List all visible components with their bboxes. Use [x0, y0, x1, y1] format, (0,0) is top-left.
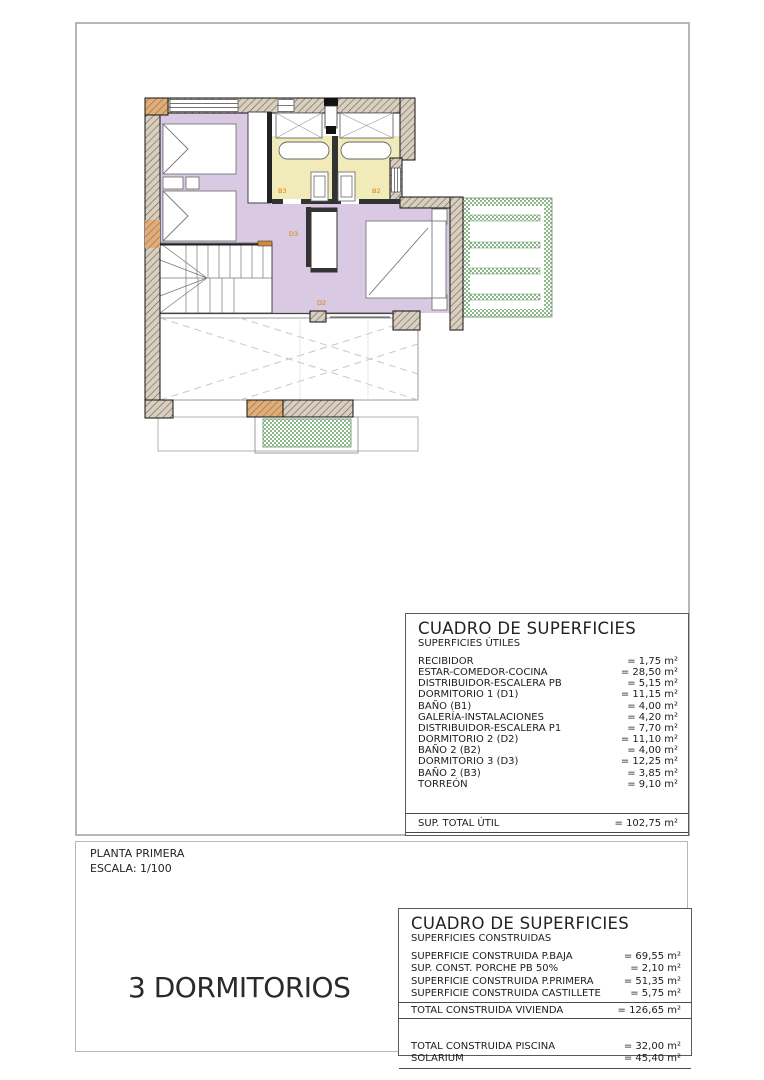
area-value: = 7,70 m²: [627, 722, 678, 734]
area-value: = 9,10 m²: [627, 778, 678, 790]
table-row: [406, 667, 688, 678]
area-value: = 5,75 m²: [630, 987, 681, 999]
table-rows: [406, 656, 688, 790]
table-row: [399, 1041, 691, 1053]
area-label: SOLARIUM: [411, 1053, 464, 1065]
table-row: [399, 988, 691, 1000]
area-value: = 1,75 m²: [627, 656, 678, 667]
area-value: = 4,00 m²: [627, 700, 678, 712]
area-label: SUPERFICIE CONSTRUIDA CASTILLETE: [411, 987, 601, 999]
porch-canopy: [263, 419, 351, 447]
floor-plan: [140, 85, 560, 465]
area-value: = 69,55 m²: [623, 951, 681, 962]
table-row: [406, 756, 688, 767]
bed-double: [366, 221, 446, 298]
table-superficies-construidas: [398, 908, 692, 1065]
total-value: = 126,65 m²: [617, 1005, 681, 1017]
table-row: [399, 1053, 691, 1065]
label-d3: D3: [289, 230, 299, 238]
table-row: [399, 951, 691, 963]
bath3-door: [283, 199, 301, 204]
area-label: DISTRIBUIDOR-ESCALERA PB: [418, 678, 562, 690]
plan-caption: [90, 846, 184, 876]
chimney-cap: [324, 98, 338, 106]
area-value: = 11,15 m²: [620, 689, 678, 701]
area-label: DORMITORIO 2 (D2): [418, 734, 519, 746]
table-row: [399, 963, 691, 975]
table-rows: [399, 951, 691, 1000]
table-row: [399, 976, 691, 988]
area-value: = 2,10 m²: [630, 963, 681, 975]
area-value: = 4,00 m²: [627, 745, 678, 757]
area-value: = 45,40 m²: [623, 1053, 681, 1065]
bathtub-b2: [341, 142, 391, 159]
table-superficies-utiles: [405, 613, 689, 836]
table-title: CUADRO DE SUPERFICIES: [411, 914, 629, 933]
area-label: RECIBIDOR: [418, 656, 474, 667]
bathroom-divider-wall: [332, 136, 338, 203]
label-d2: D2: [317, 299, 327, 307]
extra-rows: [399, 1041, 691, 1069]
area-label: TORREÓN: [418, 778, 468, 790]
area-label: ESTAR-COMEDOR-COCINA: [418, 667, 548, 679]
table-subtitle: SUPERFICIES CONSTRUIDAS: [411, 933, 552, 944]
table-row: [406, 678, 688, 689]
table-title: CUADRO DE SUPERFICIES: [418, 619, 636, 638]
area-label: BAÑO 2 (B2): [418, 745, 481, 757]
area-value: = 32,00 m²: [623, 1041, 681, 1053]
lower-outline: [158, 417, 418, 453]
area-label: DORMITORIO 1 (D1): [418, 689, 519, 701]
table-subtitle: SUPERFICIES ÚTILES: [418, 638, 521, 649]
area-label: GALERÍA-INSTALACIONES: [418, 711, 544, 723]
sheet-title: 3 DORMITORIOS: [128, 971, 351, 1004]
table-row: [406, 779, 688, 790]
area-label: SUPERFICIE CONSTRUIDA P.BAJA: [411, 951, 573, 962]
label-b3: B3: [278, 187, 287, 195]
area-label: TOTAL CONSTRUIDA PISCINA: [411, 1041, 556, 1053]
table-row: [406, 734, 688, 745]
closet-column: [248, 112, 270, 203]
area-value: = 3,85 m²: [627, 767, 678, 779]
area-label: DORMITORIO 3 (D3): [418, 756, 519, 768]
bedroom-2-furniture: [366, 209, 447, 310]
area-label: SUPERFICIE CONSTRUIDA P.PRIMERA: [411, 975, 594, 987]
total-label: SUP. TOTAL ÚTIL: [418, 818, 500, 829]
bathtub-b3: [279, 142, 329, 159]
table-row: [406, 701, 688, 712]
total-label: TOTAL CONSTRUIDA VIVIENDA: [411, 1005, 564, 1017]
area-value: = 12,25 m²: [620, 756, 678, 768]
total-value: = 102,75 m²: [614, 818, 678, 829]
nightstand: [163, 177, 183, 189]
hall-cabinet: [311, 208, 337, 272]
area-label: BAÑO 2 (B3): [418, 767, 481, 779]
area-value: = 11,10 m²: [620, 734, 678, 746]
area-label: SUP. CONST. PORCHE PB 50%: [411, 963, 559, 975]
table-row: [406, 656, 688, 667]
stair-wall-accent: [258, 241, 272, 246]
pergola: [462, 198, 552, 317]
table-row: [406, 745, 688, 756]
void-area: [160, 314, 418, 401]
area-value: = 4,20 m²: [627, 711, 678, 723]
area-label: BAÑO (B1): [418, 700, 472, 712]
area-label: DISTRIBUIDOR-ESCALERA P1: [418, 722, 562, 734]
plan-name: PLANTA PRIMERA: [90, 847, 185, 860]
total-util-row: [406, 813, 688, 833]
area-value: = 5,15 m²: [627, 678, 678, 690]
area-value: = 51,35 m²: [623, 975, 681, 987]
table-row: [406, 768, 688, 779]
table-row: [406, 712, 688, 723]
plan-scale: ESCALA: 1/100: [90, 862, 172, 875]
area-value: = 28,50 m²: [620, 667, 678, 679]
label-b2: B2: [372, 187, 381, 195]
staircase: [160, 241, 272, 313]
chimney-duct: [325, 106, 337, 128]
table-row: [406, 723, 688, 734]
total-vivienda-row: [399, 1002, 691, 1019]
table-row: [406, 689, 688, 700]
